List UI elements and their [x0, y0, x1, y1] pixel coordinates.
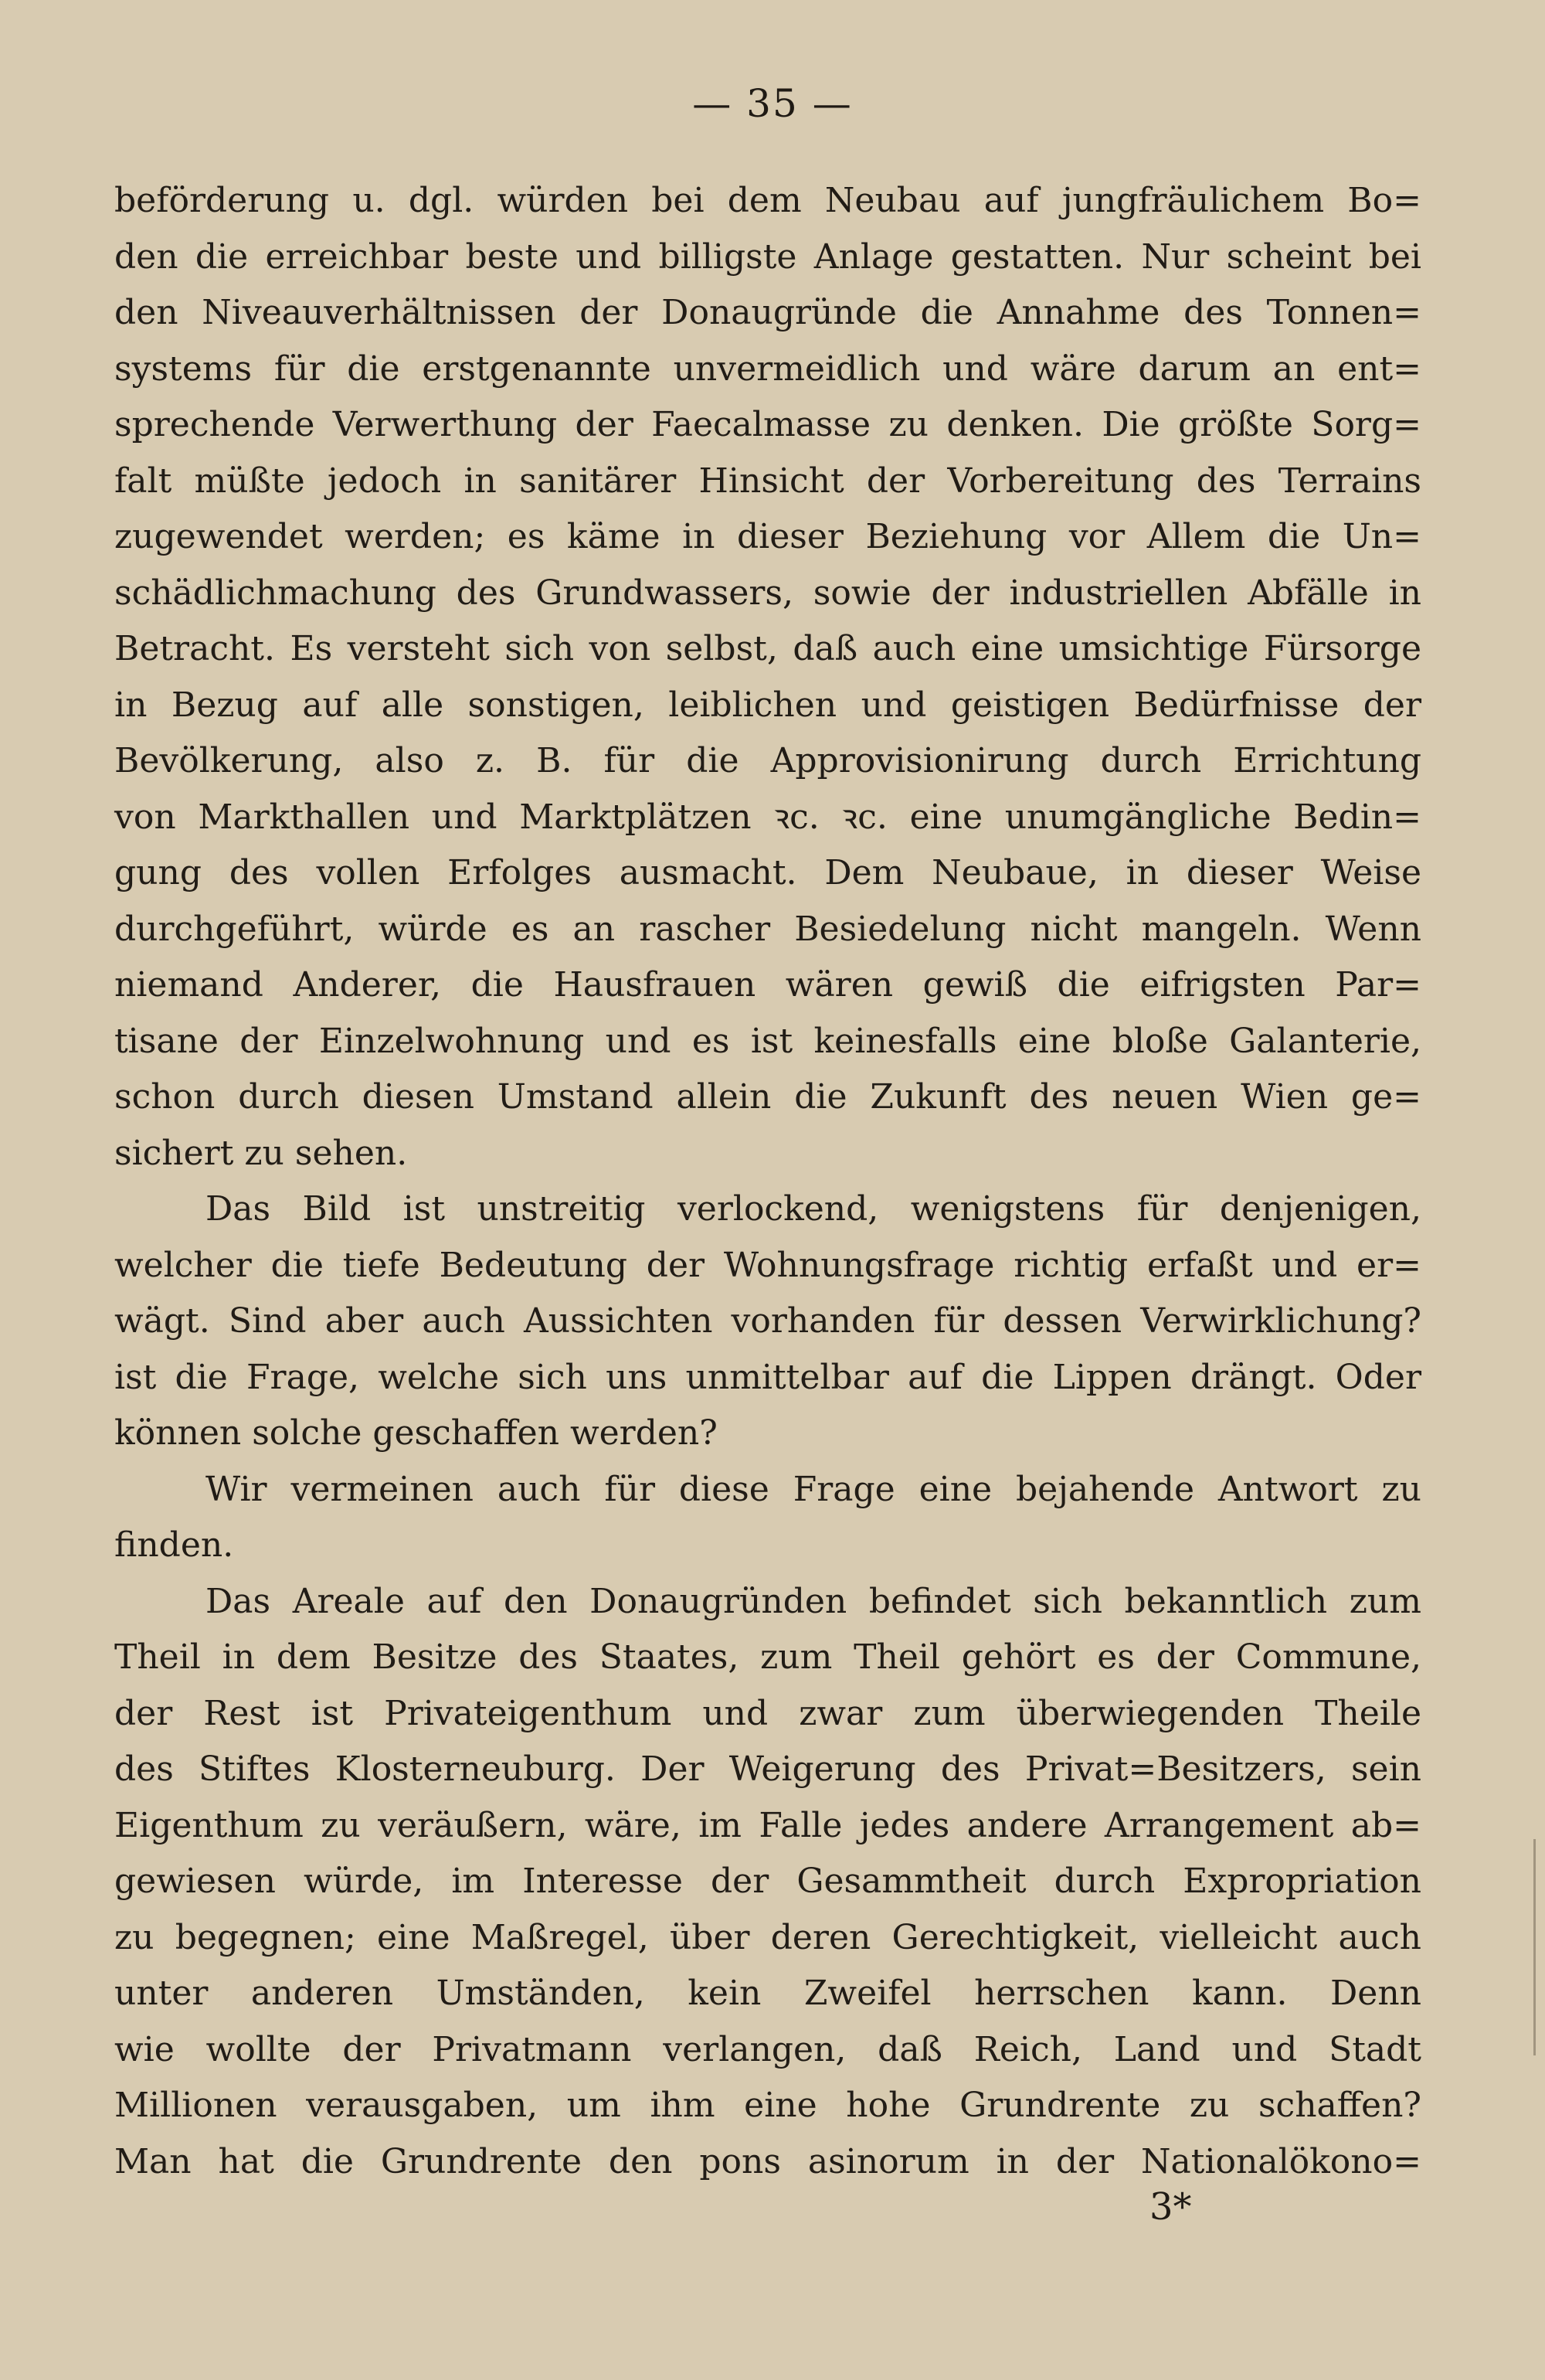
text-line: können solche geschaffen werden? — [114, 1413, 718, 1453]
text-line: sichert zu sehen. — [114, 1133, 408, 1173]
text-line: Bevölkerung, also z. B. für die Approvisionirung durch Errichtung — [114, 741, 1421, 780]
text-line: Das Bild ist unstreitig verlockend, wenigstens für denjenigen, — [205, 1189, 1421, 1229]
text-line: unter anderen Umständen, kein Zweifel herrschen kann. Denn — [114, 1974, 1421, 2013]
text-line: Betracht. Es versteht sich von selbst, daß auch eine umsichtige Fürsorge — [114, 629, 1421, 668]
page-number-header: — 35 — — [692, 81, 853, 126]
text-line: gung des vollen Erfolges ausmacht. Dem Neubaue, in dieser Weise — [114, 853, 1421, 892]
text-line: welcher die tiefe Bedeutung der Wohnungsfrage richtig erfaßt und er= — [114, 1245, 1421, 1285]
text-line: Millionen verausgaben, um ihm eine hohe Grundrente zu schaffen? — [114, 2086, 1421, 2125]
text-line: durchgeführt, würde es an rascher Besiedelung nicht mangeln. Wenn — [114, 909, 1421, 949]
text-line: tisane der Einzelwohnung und es ist keinesfalls eine bloße Galanterie, — [114, 1021, 1421, 1061]
text-line: den die erreichbar beste und billigste Anlage gestatten. Nur scheint bei — [114, 236, 1421, 277]
text-line: ist die Frage, welche sich uns unmittelbar auf die Lippen drängt. Oder — [114, 1357, 1421, 1397]
text-line: falt müßte jedoch in sanitärer Hinsicht der Vorbereitung des Terrains — [114, 461, 1421, 501]
text-line: Man hat die Grundrente den pons asinorum in der Nationalökono= — [114, 2141, 1421, 2181]
text-line: zu begegnen; eine Maßregel, über deren Gerechtigkeit, vielleicht auch — [114, 1917, 1421, 1957]
text-line: in Bezug auf alle sonstigen, leiblichen und geistigen Bedürfnisse der — [114, 685, 1421, 725]
text-line: Eigenthum zu veräußern, wäre, im Falle jedes andere Arrangement ab= — [114, 1805, 1421, 1845]
text-line: gewiesen würde, im Interesse der Gesammtheit durch Expropriation — [114, 1862, 1421, 1901]
text-line: finden. — [114, 1525, 234, 1565]
text-line: Wir vermeinen auch für diese Frage eine bejahende Antwort zu — [205, 1469, 1421, 1509]
text-line: sprechende Verwerthung der Faecalmasse zu denken. Die größte Sorg= — [114, 405, 1421, 444]
page-edge-shadow — [1533, 1839, 1545, 2055]
text-line: wie wollte der Privatmann verlangen, daß Reich, Land und Stadt — [114, 2029, 1421, 2069]
text-line: von Markthallen und Marktplätzen ꝛc. ꝛc. eine unumgängliche Bedin= — [114, 797, 1421, 837]
signature-mark: 3* — [1149, 2185, 1192, 2229]
text-line: Das Areale auf den Donaugründen befindet sich bekanntlich zum — [205, 1581, 1421, 1621]
text-line: Theil in dem Besitze des Staates, zum Theil gehört es der Commune, — [114, 1637, 1421, 1677]
text-line: niemand Anderer, die Hausfrauen wären gewiß die eifrigsten Par= — [114, 965, 1421, 1005]
text-line: zugewendet werden; es käme in dieser Beziehung vor Allem die Un= — [114, 517, 1421, 556]
body-text — [114, 173, 1421, 2190]
text-line: schädlichmachung des Grundwassers, sowie der industriellen Abfälle in — [114, 573, 1421, 613]
text-line: beförderung u. dgl. würden bei dem Neubau auf jungfräulichem Bo= — [114, 181, 1421, 220]
text-line: des Stiftes Klosterneuburg. Der Weigerung des Privat=Besitzers, sein — [114, 1749, 1421, 1789]
text-line: der Rest ist Privateigenthum und zwar zum überwiegenden Theile — [114, 1693, 1421, 1733]
text-line: den Niveauverhältnissen der Donaugründe die Annahme des Tonnen= — [114, 293, 1421, 332]
text-line: schon durch diesen Umstand allein die Zukunft des neuen Wien ge= — [114, 1077, 1421, 1117]
text-line: systems für die erstgenannte unvermeidlich und wäre darum an ent= — [114, 348, 1421, 389]
text-line: wägt. Sind aber auch Aussichten vorhanden für dessen Verwirklichung? — [114, 1301, 1421, 1341]
